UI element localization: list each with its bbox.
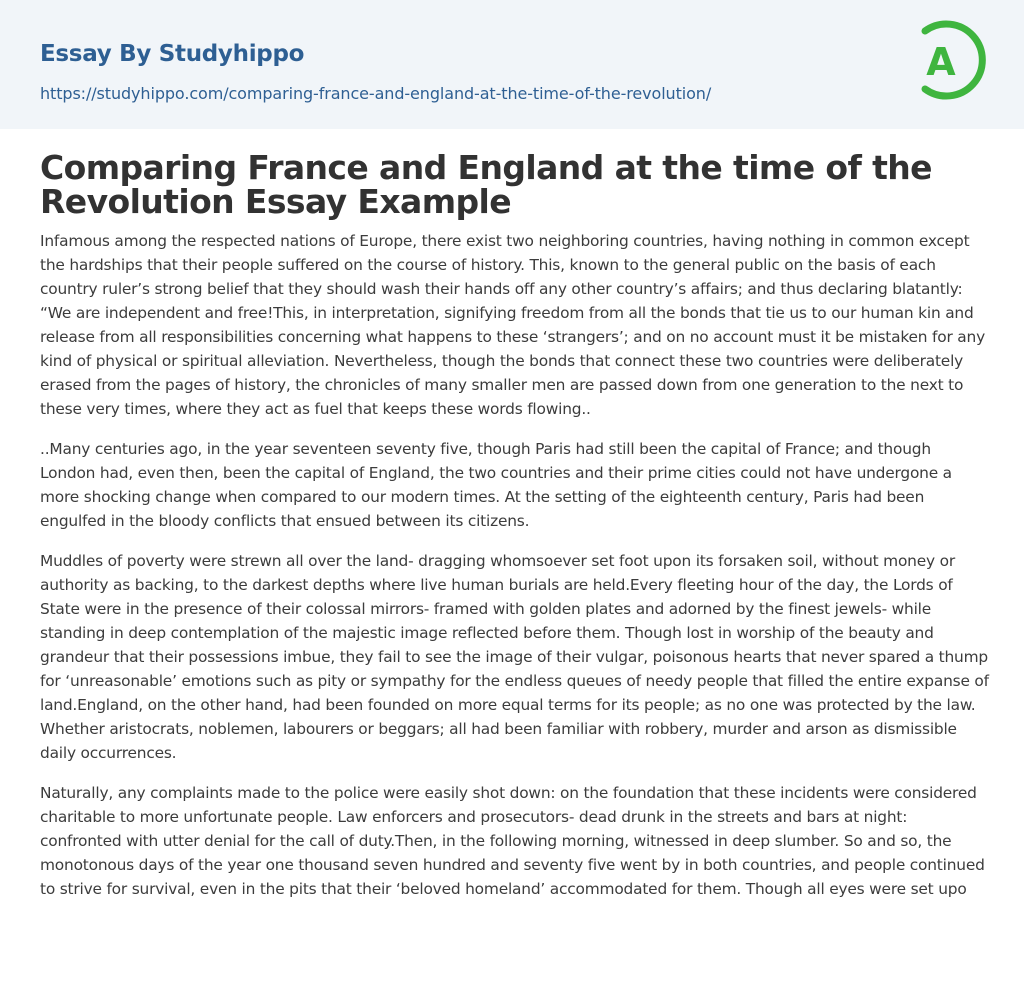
site-header	[0, 0, 1024, 129]
essay-paragraph: Muddles of poverty were strewn all over the land- dragging whomsoever set foot upon its forsaken soil, without money or authority as backing, to the darkest depths where live human burials are held.Every fleeting hour of the day, the Lords of State were in the presence of their colossal mirrors- framed with golden plates and adorned by the finest jewels- while standing in deep contemplation of the majestic image reflected before them. Though lost in worship of the beauty and grandeur that their possessions imbue, they fail to see the image of their vulgar, poisonous hearts that never spared a thump for ‘unreasonable’ emotions such as pity or sympathy for the endless queues of needy people that filled the entire expanse of land.England, on the other hand, had been founded on more equal terms for its people; as no one was protected by the law. Whether aristocrats, noblemen, labourers or beggars; all had been familiar with robbery, murder and arson as dismissible daily occurrences.	[40, 552, 989, 762]
page-url-link[interactable]: https://studyhippo.com/comparing-france-and-england-at-the-time-of-the-revolution/	[40, 84, 712, 103]
logo-letter: A	[926, 40, 956, 84]
essay-paragraph: ..Many centuries ago, in the year seventeen seventy five, though Paris had still been the capital of France; and though London had, even then, been the capital of England, the two countries and their prime cities could not have undergone a more shocking change when compared to our modern times. At the setting of the eighteenth century, Paris had been engulfed in the bloody conflicts that ensued between its citizens.	[40, 440, 952, 530]
essay-title: Comparing France and England at the time of the Revolution Essay Example	[40, 148, 932, 221]
essay-paragraph: Infamous among the respected nations of Europe, there exist two neighboring countries, having nothing in common except the hardships that their people suffered on the course of history. This, known to the general public on the basis of each country ruler’s strong belief that they should wash their hands off any other country’s affairs; and thus declaring blatantly: “We are independent and free!This, in interpretation, signifying freedom from all the bonds that tie us to our human kin and release from all responsibilities concerning what happens to these ‘strangers’; and on no account must it be mistaken for any kind of physical or spiritual alleviation. Nevertheless, though the bonds that connect these two countries were deliberately erased from the pages of history, the chronicles of many smaller men are passed down from one generation to the next to these very times, where they act as fuel that keeps these words flowing..	[40, 232, 985, 418]
essay-paragraph: Naturally, any complaints made to the police were easily shot down: on the foundation that these incidents were considered charitable to more unfortunate people. Law enforcers and prosecutors- dead drunk in the streets and bars at night: confronted with utter denial for the call of duty.Then, in the following morning, witnessed in deep slumber. So and so, the monotonous days of the year one thousand seven hundred and seventy five went by in both countries, and people continued to strive for survival, even in the pits that their ‘beloved homeland’ accommodated for them. Though all eyes were set upo	[40, 784, 985, 898]
studyhippo-logo-icon[interactable]	[911, 18, 987, 108]
essay-body	[40, 229, 990, 917]
site-brand[interactable]: Essay By Studyhippo	[40, 41, 305, 67]
